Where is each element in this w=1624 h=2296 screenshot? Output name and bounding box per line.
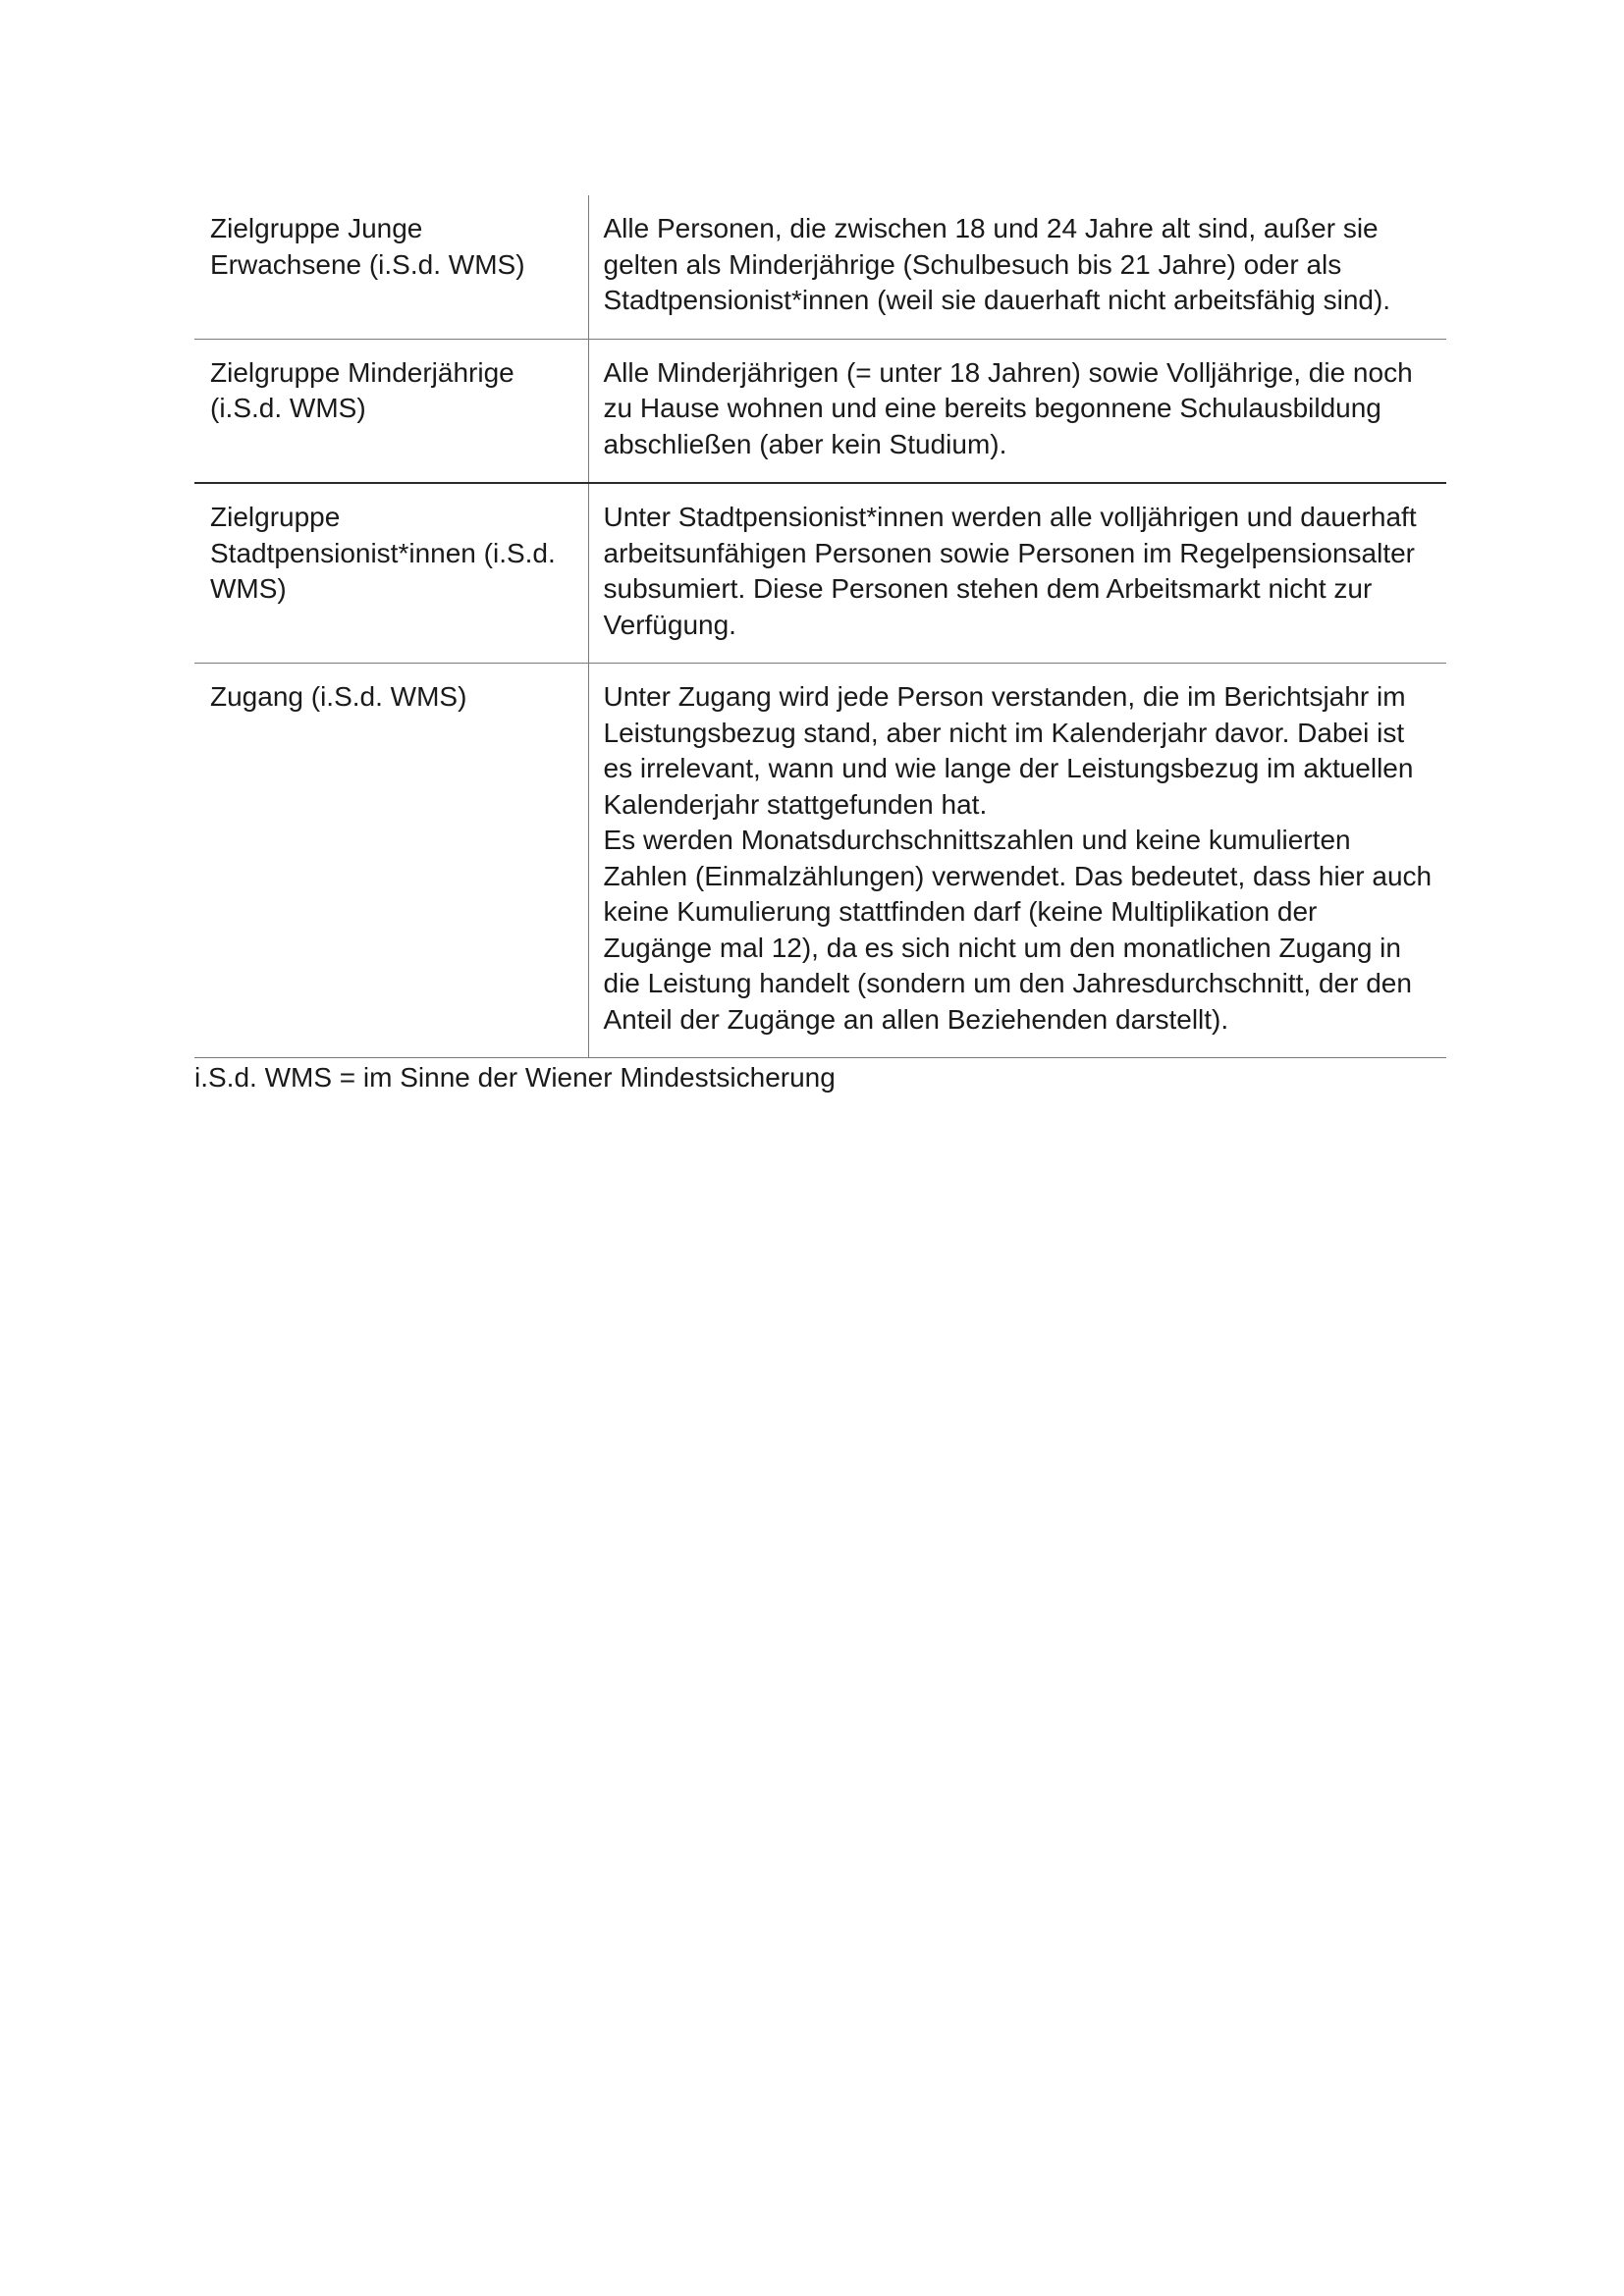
glossary-definition <box>588 664 1446 1058</box>
glossary-term: Zielgruppe Stadtpensionist*innen (i.S.d. WMS) <box>194 483 588 664</box>
definition-paragraph: Alle Personen, die zwischen 18 und 24 Jahre alt sind, außer sie gelten als Minderjährige (Schulbesuch bis 21 Jahre) oder als Stadtpensionist*innen (weil sie dauerhaft nicht arbeitsfähig sind). <box>603 213 1391 315</box>
glossary-row <box>194 195 1446 339</box>
glossary-definition <box>588 195 1446 339</box>
glossary-definition <box>588 339 1446 483</box>
definition-paragraph: Es werden Monatsdurchschnittszahlen und keine kumulierten Zahlen (Einmalzählungen) verwendet. Das bedeutet, dass hier auch keine Kumulierung stattfinden darf (keine Multiplikation der Zugänge mal 12), da es sich nicht um den monatlichen Zugang in die Leistung handelt (sondern um den Jahresdurchschnitt, der den Anteil der Zugänge an allen Beziehenden darstellt). <box>603 825 1433 1035</box>
glossary-term: Zielgruppe Junge Erwachsene (i.S.d. WMS) <box>194 195 588 339</box>
glossary-term: Zugang (i.S.d. WMS) <box>194 664 588 1058</box>
definition-paragraph: Unter Stadtpensionist*innen werden alle volljährigen und dauerhaft arbeitsunfähigen Personen sowie Personen im Regelpensionsalter subsumiert. Diese Personen stehen dem Arbeitsmarkt nicht zur Verfügung. <box>603 502 1417 640</box>
glossary-row <box>194 339 1446 483</box>
glossary-row <box>194 664 1446 1058</box>
glossary-table <box>194 195 1446 1058</box>
table-footnote: i.S.d. WMS = im Sinne der Wiener Mindestsicherung <box>194 1062 836 1093</box>
glossary-row <box>194 483 1446 664</box>
definition-paragraph: Alle Minderjährigen (= unter 18 Jahren) sowie Volljährige, die noch zu Hause wohnen und eine bereits begonnene Schulausbildung abschließen (aber kein Studium). <box>603 356 1413 459</box>
definition-paragraph: Unter Zugang wird jede Person verstanden, die im Berichtsjahr im Leistungsbezug stand, aber nicht im Kalenderjahr davor. Dabei ist es irrelevant, wann und wie lange der Leistungsbezug im aktuellen Kalenderjahr stattgefunden hat. <box>603 681 1414 820</box>
glossary-term: Zielgruppe Minderjährige (i.S.d. WMS) <box>194 339 588 483</box>
glossary-definition <box>588 483 1446 664</box>
